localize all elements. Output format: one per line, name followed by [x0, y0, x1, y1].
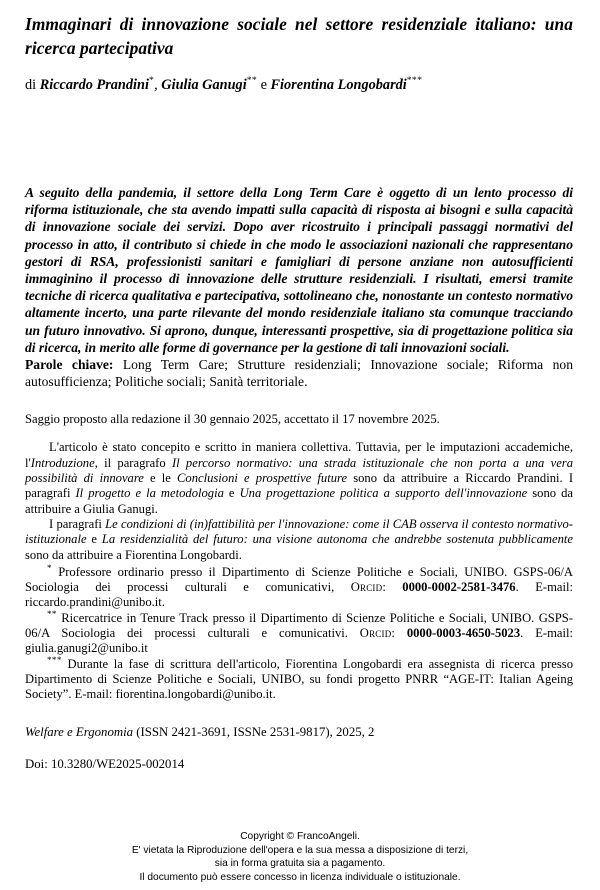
- attrib-1-part-3: e le: [143, 471, 178, 486]
- copyright-line-2: E' vietata la Riproduzione dell'opera e la sua messa a disposizione di terzi,: [131, 844, 469, 856]
- footnote-3-text: Durante la fase di scrittura dell'articolo, Fiorentina Longobardi era assegnista di ricerca presso Dipartimento di Scienze Politiche e Sociali, UNIBO, su fondi progetto PNRR “AGE-IT: Italian Ageing Society”. E-mail: fiorentina.longobardi@unibo.it.: [25, 656, 573, 702]
- footnote-1: [25, 562, 573, 611]
- copyright-footer: [0, 830, 600, 884]
- footnotes-block: [25, 563, 573, 703]
- author-marker-1: *: [148, 75, 155, 87]
- author-name-1: Riccardo Prandini: [39, 77, 149, 93]
- copyright-line-3: sia in forma gratuita sia a pagamento.: [214, 858, 386, 870]
- copyright-line-1: Copyright © FrancoAngeli.: [240, 831, 360, 843]
- attrib-2-part-3: sono da attribuire a Fiorentina Longobardi.: [25, 547, 242, 562]
- attrib-2-part-1: I paragrafi: [49, 516, 106, 531]
- doi-line: Doi: 10.3280/WE2025-002014: [25, 757, 185, 772]
- footnote-1-orcid-label: Orcid: [350, 580, 383, 595]
- footnote-2: [25, 608, 573, 657]
- author-marker-2: **: [246, 75, 258, 87]
- attrib-1-part-2: , il paragrafo: [94, 455, 172, 470]
- keywords-label: Parole chiave:: [25, 357, 114, 373]
- author-marker-3: ***: [406, 75, 423, 87]
- author-byline: [25, 60, 573, 94]
- copyright-line-4: Il documento può essere concesso in licenza individuale o istituzionale.: [139, 871, 461, 883]
- attrib-1-part-6: sono da attribuire a Giulia Ganugi.: [25, 486, 573, 516]
- footnote-3-marker: ***: [47, 654, 62, 665]
- submission-note: Saggio proposto alla redazione il 30 gennaio 2025, accettato il 17 novembre 2025.: [25, 412, 440, 427]
- attribution-paragraph-2: [25, 517, 573, 563]
- attribution-paragraph-1: [25, 440, 573, 516]
- attrib-1-italic-3: Conclusioni e prospettive future: [177, 471, 348, 486]
- attrib-2-part-2: e: [86, 532, 102, 547]
- footnote-1-text: Professore ordinario presso il Dipartimento di Scienze Politiche e Sociali, UNIBO. GSPS-06/A Sociologia dei processi culturali e comunicativi,: [25, 564, 573, 595]
- footnote-2-email: . E-mail: giulia.ganugi2@unibo.it: [25, 626, 573, 656]
- byline-conjunction: e: [257, 77, 271, 93]
- attrib-1-part-5: e: [223, 486, 240, 501]
- abstract-block: [25, 94, 573, 390]
- attrib-1-part-4: sono da attribuire a Riccardo Prandini. I paragrafi: [25, 471, 574, 501]
- attrib-1-italic-4: Il progetto e la metodologia: [75, 486, 224, 501]
- keywords-text: Long Term Care; Strutture residenziali; Innovazione sociale; Riforma non autosufficienza; Politiche sociali; Sanità territoriale.: [25, 357, 574, 390]
- byline-separator-1: ,: [154, 77, 162, 93]
- footnote-1-marker: *: [47, 562, 52, 573]
- footnote-1-sep: :: [382, 580, 403, 595]
- byline-prefix: di: [25, 77, 40, 93]
- footnote-2-orcid-label: Orcid: [359, 626, 392, 640]
- footnote-1-email: . E-mail: riccardo.prandini@unibo.it.: [25, 580, 573, 610]
- attrib-1-italic-1: Introduzione: [30, 455, 95, 470]
- abstract-text: A seguito della pandemia, il settore della Long Term Care è oggetto di un lento processo di riforma istituzionale, che sta avendo impatti sulla capacità di risposta ai bisogni e sulla capacità di innovazione sociale dei servizi. Dopo aver ricostruito i principali passaggi normativi del processo in atto, il contributo si chiede in che modo le associazioni nazionali che rappresentano gestori di RSA, professionisti sanitari e famigliari di persone anziane non autosufficienti immaginino il processo di innovazione delle strutture residenziali. I risultati, emersi tramite tecniche di ricerca qualitativa e partecipativa, sottolineano che, nonostante un contesto normativo altamente incerto, una parte rilevante del mondo residenziale italiano sta comunque tracciando un futuro innovativo. Si aprono, dunque, interessanti prospettive, sia di progettazione politica sia di ricerca, in merito alle forme di governance per la gestione di tali innovazioni sociali.: [25, 185, 573, 355]
- footnote-2-orcid-value: 0000-0003-4650-5023: [406, 626, 521, 640]
- footnote-3: [25, 654, 573, 703]
- article-title: Immaginari di innovazione sociale nel settore residenziale italiano: una ricerca partecipativa: [25, 14, 573, 58]
- attrib-2-italic-2: La residenzialità del futuro: una visione autonoma che andrebbe sostenuta pubblicamente: [101, 532, 574, 547]
- author-name-2: Giulia Ganugi: [161, 77, 247, 93]
- attrib-1-italic-5: Una progettazione politica a supporto dell'innovazione: [239, 486, 528, 501]
- keywords-line: [25, 356, 573, 390]
- footnote-2-text: Ricercatrice in Tenure Track presso il Dipartimento di Scienze Politiche e Sociali, UNIBO. GSPS-06/A Sociologia dei processi culturali e comunicativi.: [25, 610, 573, 640]
- author-name-3: Fiorentina Longobardi: [270, 77, 407, 93]
- journal-name: Welfare e Ergonomia: [25, 725, 134, 740]
- footnote-2-sep: :: [391, 626, 407, 640]
- footnote-2-marker: **: [47, 608, 57, 619]
- journal-details: (ISSN 2421-3691, ISSNe 2531-9817), 2025, 2: [133, 725, 375, 740]
- attrib-1-part-1: L'articolo è stato concepito e scritto in maniera collettiva. Tuttavia, per le imputazioni accademiche, l': [25, 440, 573, 470]
- attrib-2-italic-1: Le condizioni di (in)fattibilità per l'innovazione: come il CAB osserva il contesto normativo-istituzionale: [25, 516, 573, 547]
- attribution-notes: [25, 427, 573, 562]
- journal-line: [25, 702, 573, 740]
- footnote-1-orcid-value: 0000-0002-2581-3476: [402, 580, 516, 595]
- attrib-1-italic-2: Il percorso normativo: una strada istituzionale che non porta a una vera possibilità di innovare: [25, 455, 573, 486]
